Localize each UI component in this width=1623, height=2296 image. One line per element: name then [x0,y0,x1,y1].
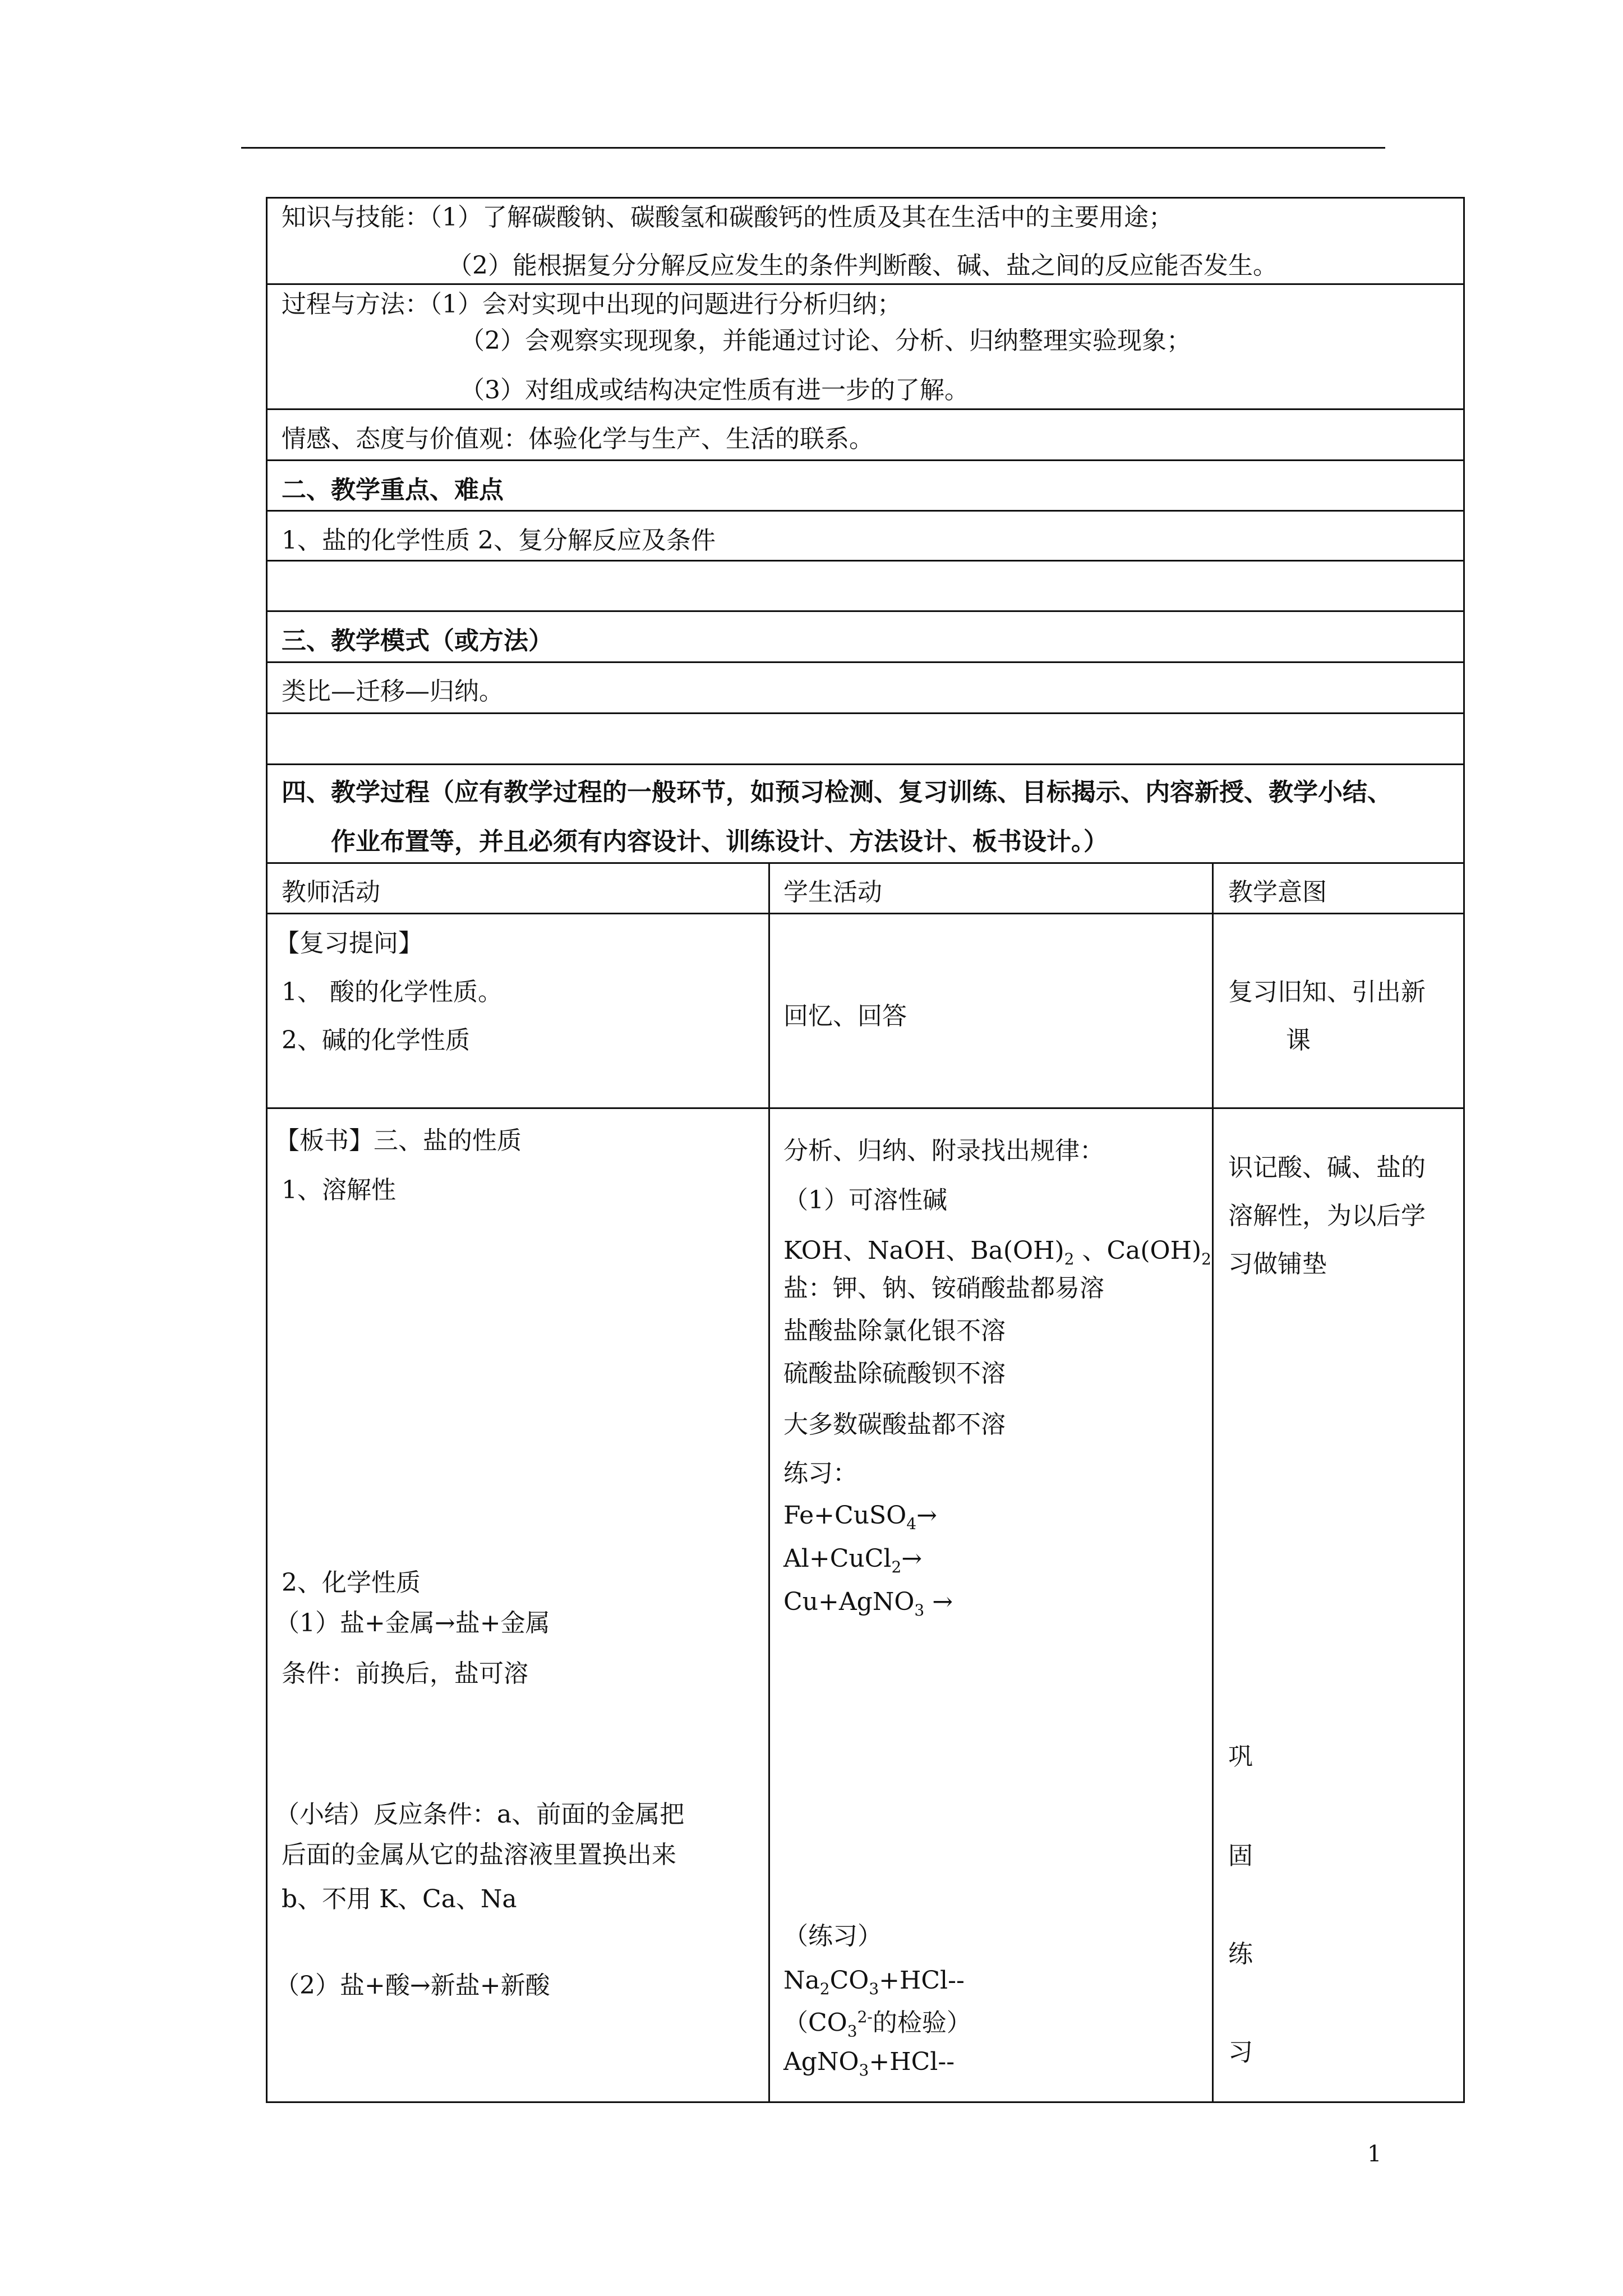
row-divider [266,408,1465,410]
section-3-title: 三、教学模式（或方法） [282,627,553,655]
row-divider [266,610,1465,612]
row-divider [266,560,1465,562]
intent-vertical-4: 习 [1228,2038,1253,2067]
row-divider [266,283,1465,285]
row-divider [266,763,1465,765]
board-title: 【板书】三、盐的性质 [275,1126,522,1155]
carbonate-test: （$CO_3^{2-}$的检验） [783,2008,971,2041]
row-divider [266,661,1465,663]
column-header-intent: 教学意图 [1228,878,1327,907]
review-intent-2: 课 [1286,1026,1311,1055]
table-right-border [1463,197,1465,2103]
knowledge-line-1: 知识与技能：（1）了解碳酸钠、碳酸氢和碳酸钙的性质及其在生活中的主要用途； [282,203,1173,232]
intent-line-2: 溶解性，为以后学 [1228,1202,1426,1230]
intent-line-1: 识记酸、碱、盐的 [1228,1153,1426,1182]
table-left-border [266,197,268,2103]
board-summary-2: 后面的金属从它的盐溶液里置换出来 [282,1841,676,1869]
review-intent-1: 复习旧知、引出新 [1228,978,1426,1006]
emotion-line: 情感、态度与价值观：体验化学与生产、生活的联系。 [282,425,874,453]
student-practice-label: 练习： [783,1459,857,1488]
exercise-al-cucl2: Al+CuCl$_2$→ [783,1544,923,1576]
knowledge-line-2: （2）能根据复分分解反应发生的条件判断酸、碱、盐之间的反应能否发生。 [448,251,1278,280]
exercise-agno3-hcl: AgNO$_3$+HCl-- [783,2047,955,2079]
row-divider [266,712,1465,714]
review-title: 【复习提问】 [275,929,423,958]
column-header-teacher: 教师活动 [282,878,380,907]
process-line-3: （3）对组成或结构决定性质有进一步的了解。 [460,376,969,404]
board-condition: 条件：前换后，盐可溶 [282,1659,528,1688]
review-student: 回忆、回答 [783,1002,907,1030]
student-rule-carbonate: 大多数碳酸盐都不溶 [783,1410,1006,1439]
student-rule-nitrate: 盐：钾、钠、铵硝酸盐都易溶 [783,1274,1104,1303]
intent-vertical-2: 固 [1228,1842,1253,1870]
row-divider [266,510,1465,512]
row-divider [266,913,1465,914]
table-bottom-border [266,2101,1465,2103]
table-top-border [266,197,1465,199]
board-salt-metal: （1）盐+金属→盐+金属 [275,1609,550,1637]
column-header-student: 学生活动 [783,878,882,907]
section-4-title-line-2: 作业布置等，并且必须有内容设计、训练设计、方法设计、板书设计。） [331,827,1108,856]
column-divider-1 [768,862,770,2103]
board-summary-1: （小结）反应条件：a、前面的金属把 [275,1800,685,1829]
row-divider [266,1107,1465,1109]
process-line-2: （2）会观察实现现象，并能通过讨论、分析、归纳整理实验现象； [460,326,1191,355]
review-item-2: 2、碱的化学性质 [282,1026,470,1055]
column-divider-2 [1212,862,1214,2103]
board-summary-3: b、不用 K、Ca、Na [282,1885,517,1913]
board-salt-acid: （2）盐+酸→新盐+新酸 [275,1971,550,2000]
board-chem-props: 2、化学性质 [282,1568,421,1597]
student-practice-2: （练习） [783,1922,882,1950]
process-line-1: 过程与方法：（1）会对实现中出现的问题进行分析归纳； [282,290,902,319]
exercise-fe-cuso4: Fe+CuSO$_4$→ [783,1501,937,1533]
student-rule-sulfate: 硫酸盐除硫酸钡不溶 [783,1359,1006,1388]
student-analysis: 分析、归纳、附录找出规律： [783,1137,1104,1165]
intent-vertical-3: 练 [1228,1940,1253,1968]
header-rule [241,147,1385,149]
section-3-content: 类比—迁移—归纳。 [282,677,504,706]
section-2-content: 1、盐的化学性质 2、复分解反应及条件 [282,526,716,555]
intent-line-3: 习做铺垫 [1228,1250,1327,1278]
exercise-na2co3-hcl: $Na_2CO_3+HCl--$ [783,1966,965,1998]
intent-vertical-1: 巩 [1228,1742,1253,1771]
row-divider [266,459,1465,461]
section-4-title-line-1: 四、教学过程（应有教学过程的一般环节，如预习检测、复习训练、目标揭示、内容新授、教学小结、 [282,778,1392,807]
row-divider [266,862,1465,864]
student-rule-chloride: 盐酸盐除氯化银不溶 [783,1317,1006,1345]
exercise-cu-agno3: Cu+AgNO$_3$ → [783,1588,953,1619]
section-2-title: 二、教学重点、难点 [282,476,504,504]
board-solubility: 1、溶解性 [282,1176,396,1204]
student-base-list: KOH、NaOH、$Ba(OH)_2$ 、$Ca(OH)_2$ [783,1236,1211,1268]
page-number: 1 [1367,2141,1382,2167]
student-soluble-base: （1）可溶性碱 [783,1186,947,1214]
review-item-1: 1、 酸的化学性质。 [282,978,502,1006]
